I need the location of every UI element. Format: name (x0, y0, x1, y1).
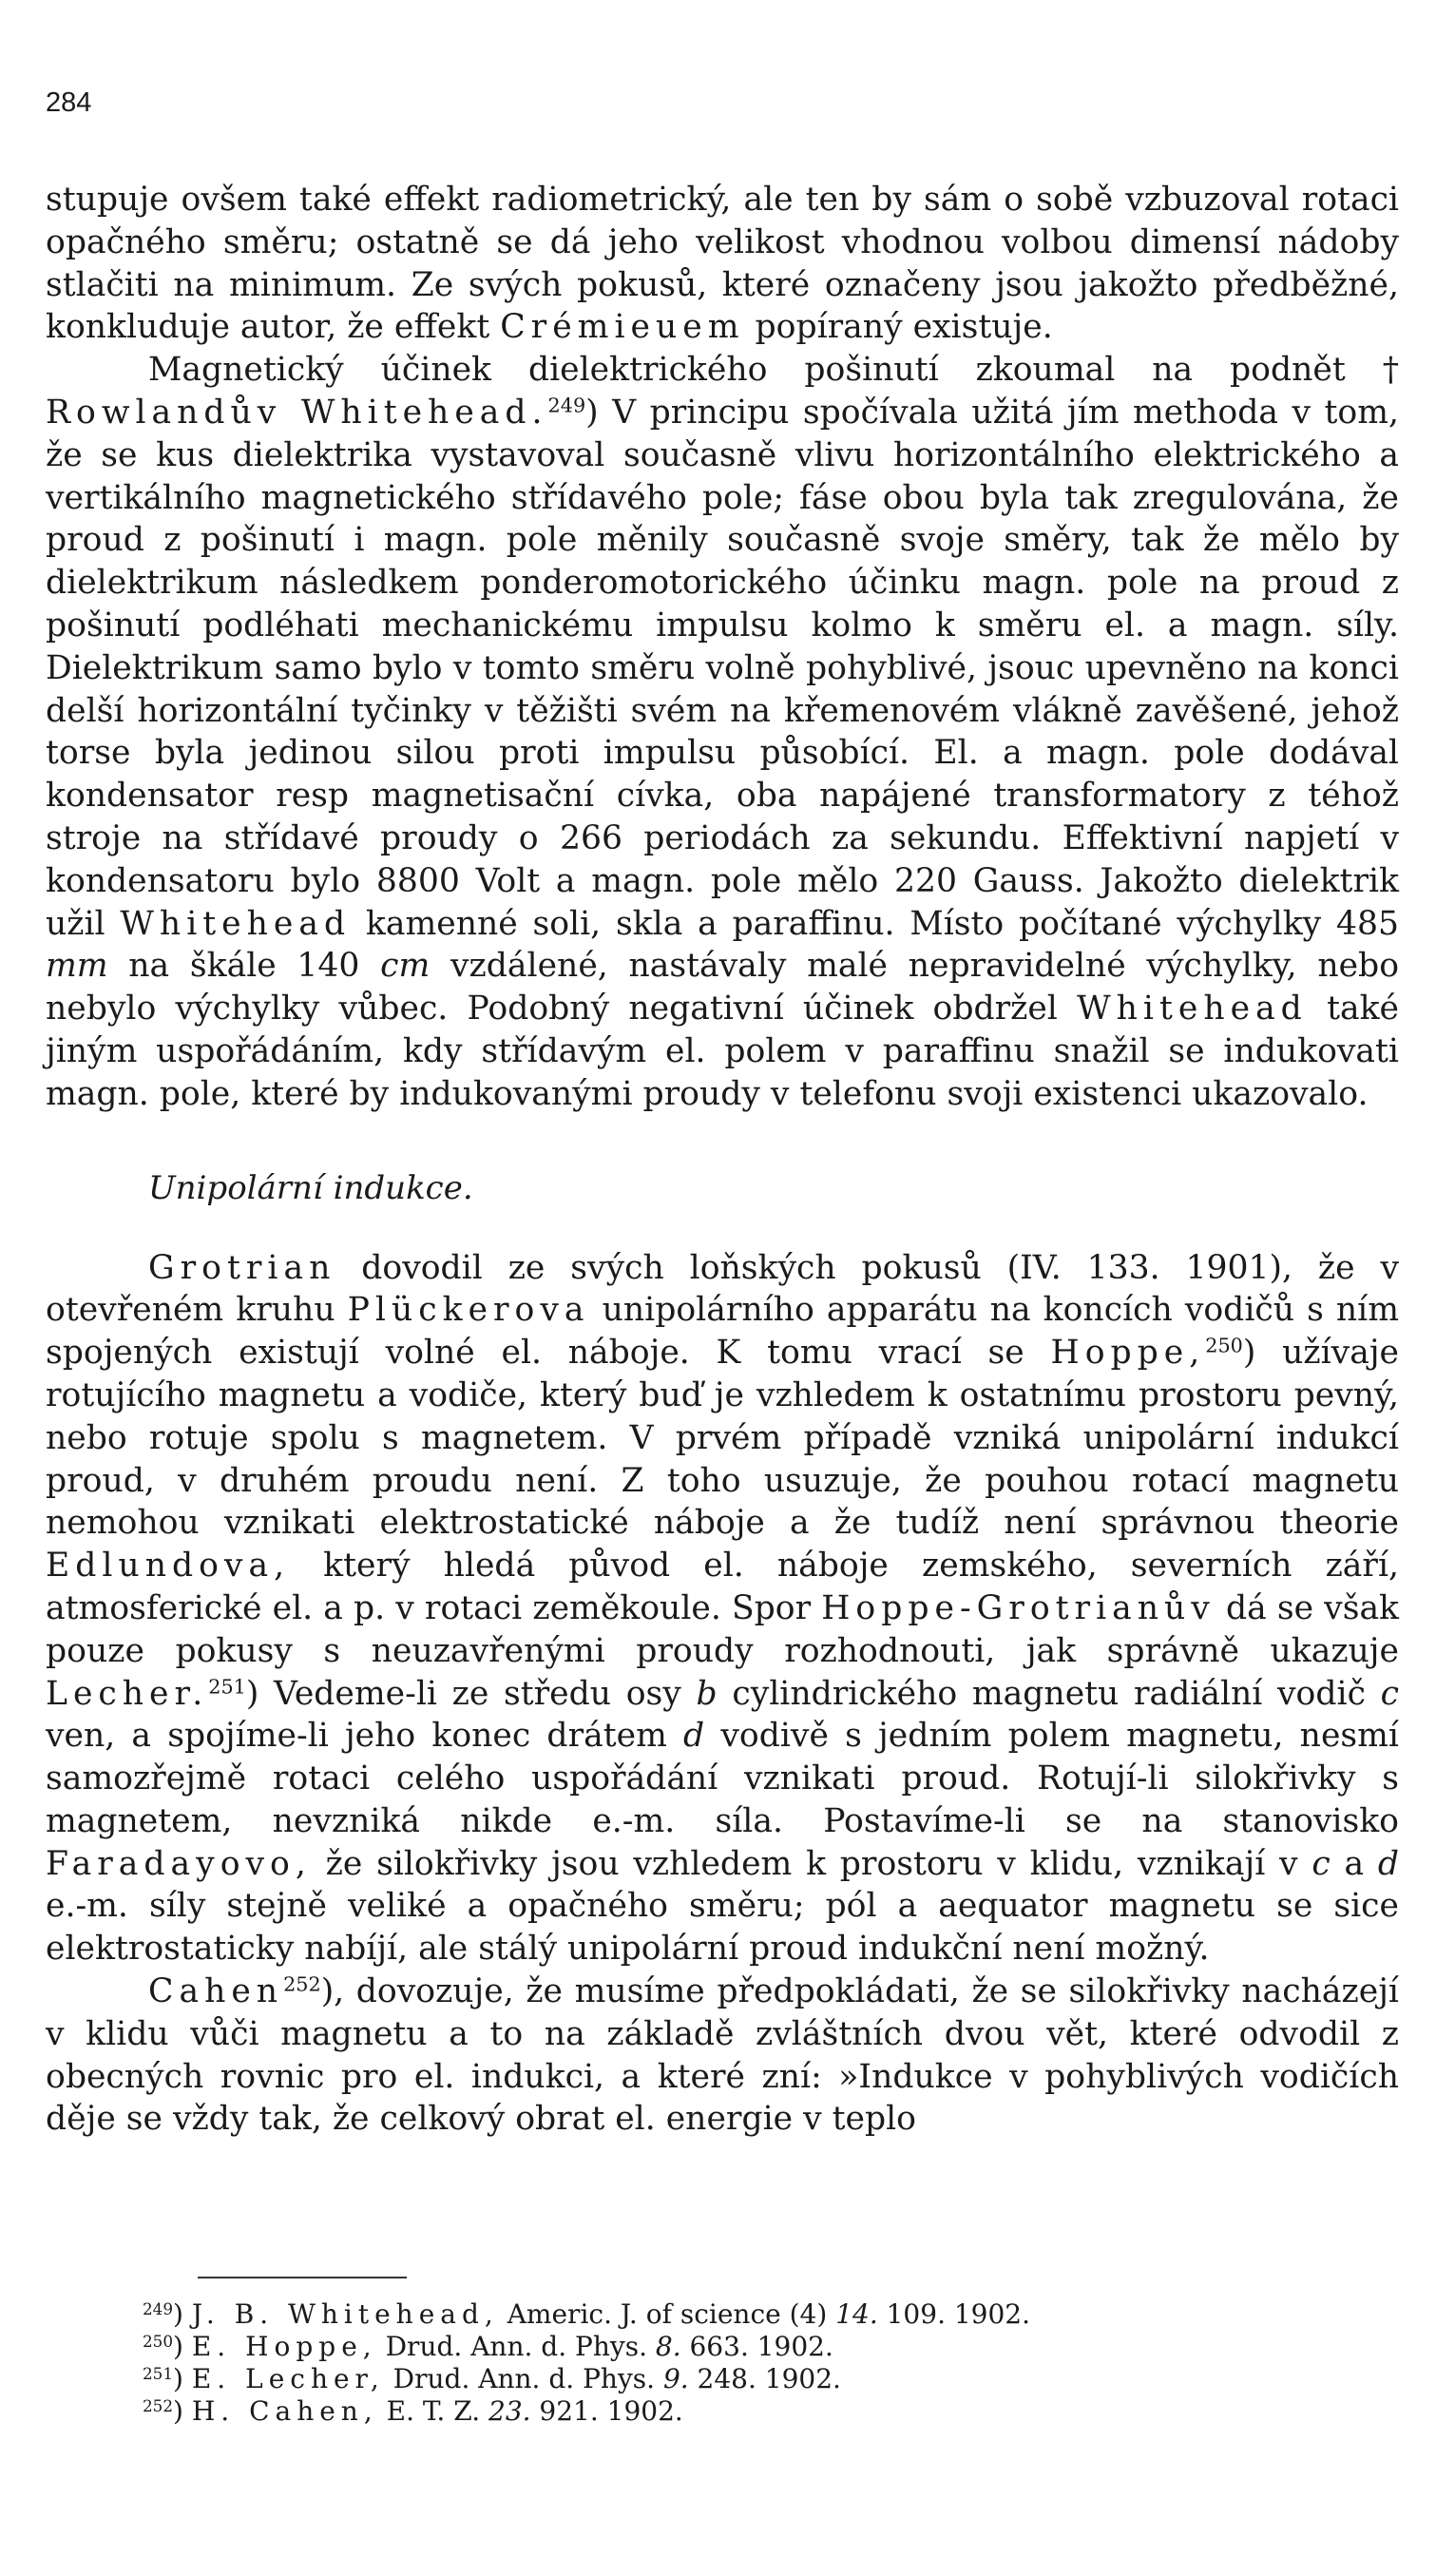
paragraph-2 (46, 349, 1399, 1115)
footnote-ref: 249 (547, 394, 586, 417)
unit: cm (380, 947, 431, 986)
footnote-ref: 250 (1205, 1334, 1243, 1357)
author-name: Crémieuem (500, 308, 745, 347)
footnote-number: 249 (143, 2298, 174, 2318)
footnote: $^{251}$) E. Lecher, Drud. Ann. d. Phys. 9. 248. 1902. (143, 2363, 841, 2394)
footnote-source: Drud. Ann. d. Phys. (384, 2363, 663, 2394)
footnote-rest: 921. 1902. (530, 2395, 683, 2427)
text-run: který hledá původ el. náboje zemského, severních září, atmosferické el. a p. v rotaci zeměkoule. Spor (46, 1547, 1399, 1627)
footnote-author: H. Cahen, (191, 2395, 378, 2427)
variable: c (1311, 1844, 1331, 1883)
author-name: Hoppe-Grotrianův (821, 1588, 1216, 1627)
footnote-rest: 663. 1902. (680, 2331, 833, 2362)
text-run: vzdálené, nastávaly malé nepravidelné výchylky, nebo nebylo výchylky vůbec. Podobný negativní účinek obdržel (46, 947, 1400, 1028)
footnote-volume: 23. (488, 2395, 531, 2427)
text-run: dá se však pouze pokusy s neuzavřenými proudy rozhodnouti, jak správně ukazuje (46, 1588, 1400, 1670)
text-run: vodivě s jedním polem magnetu, nesmí samozřejmě rotaci celého uspořádání vznikati proud. Rotují-li silokřivky s magnetem, nevzniká nikde e.-m. síla. Postavíme-li se na stanovisko (46, 1717, 1399, 1840)
paragraph-1 (46, 179, 1399, 349)
text-run: stupuje ovšem také effekt radiometrický, ale ten by sám o sobě vzbuzoval rotaci opačného směru; ostatně se dá jeho velikost vhodnou volbou dimensí nádoby stlačiti na minimum. Ze svých pokusů, které označeny jsou jakožto předběžné, konkluduje autor, že effekt (46, 181, 1399, 347)
author-name: Faradayovo, (46, 1844, 312, 1883)
page-number: 284 (46, 87, 92, 118)
footnote: $^{249}$) J. B. Whitehead, Americ. J. of science (4) 14. 109. 1902. (143, 2298, 1031, 2330)
footnote-ref: 252 (283, 1972, 321, 1996)
footnote: $^{250}$) E. Hoppe, Drud. Ann. d. Phys. 8. 663. 1902. (143, 2331, 833, 2362)
paragraph-4 (46, 1970, 1399, 2141)
text-run: dovodil ze svých loňských pokusů (IV. 133. 1901), že v otevřeném kruhu (46, 1248, 1399, 1330)
footnote-author: E. Hoppe, (191, 2331, 377, 2362)
footnote-volume: 14. (835, 2298, 878, 2330)
footnote-volume: 9. (662, 2363, 689, 2394)
footnote-source: E. T. Z. (377, 2395, 488, 2427)
unit: mm (46, 947, 108, 986)
text-run: unipolárního apparátu na koncích vodičů s ním spojených existují volné el. náboje. K tomu vrací se (46, 1291, 1400, 1373)
text-run: ) užívaje rotujícího magnetu a vodiče, který buď je vzhledem k ostatnímu prostoru pevný, nebo rotuje spolu s magnetem. V prvém případě vzniká unipolární indukcí proud, v druhém proudu není. Z toho usuzuje, že pouhou rotací magnetu nemohou vznikati elektrostatické náboje a že tudíž není správnou theorie (46, 1334, 1399, 1543)
author-name: Edlundova, (46, 1547, 291, 1586)
text-run: cylindrického magnetu radiální vodič (717, 1674, 1381, 1713)
footnotes (143, 2298, 1188, 2428)
variable: d (683, 1717, 705, 1756)
text-run: popíraný existuje. (744, 308, 1053, 347)
author-name: Hoppe, (1050, 1334, 1206, 1373)
footnote-rest: 248. 1902. (688, 2363, 841, 2394)
text-run: e.-m. síly stejně veliké a opačného směru; pól a aequator magnetu se sice elektrostaticky nabíjí, ale stálý unipolární proud indukční není možný. (46, 1887, 1399, 1969)
text-run: ) V principu spočívala užitá jím methoda v tom, že se kus dielektrika vystavoval současně vlivu horizontálního elektrického a vertikálního magnetického střídavého pole; fáse obou byla tak zregulována, že proud z pošinutí i magn. pole měnily současně svoje směry, tak že mělo by dielektrikum následkem ponderomotorického účinku magn. pole na proud z pošinutí podléhati mechanickému impulsu kolmo k směru el. a magn. síly. Dielektrikum samo bylo v tomto směru volně pohyblivé, jsouc upevněno na konci delší horizontální tyčinky v těžišti svém na křemenovém vlákně zavěšené, jehož torse byla jedinou silou proti impulsu působící. El. a magn. pole dodával kondensator resp magnetisační cívka, oba napájené transformatory z téhož stroje na střídavé proudy o 266 periodách za sekundu. Effektivní napjetí v kondensatoru bylo 8800 Volt a magn. pole mělo 220 Gauss. Jakožto dielektrik užil (46, 393, 1399, 943)
text-run: ven, a spojíme-li jeho konec drátem (46, 1717, 684, 1756)
footnote-number: 251 (143, 2363, 174, 2383)
variable: d (1377, 1844, 1399, 1883)
author-name: Whitehead (120, 904, 352, 943)
text-run: kamenné soli, skla a paraffinu. Místo počítané výchylky 485 (351, 904, 1399, 943)
text-run: a (1330, 1844, 1378, 1883)
author-name: Lecher. (46, 1674, 209, 1713)
author-name: Grotrian (148, 1248, 336, 1287)
footnote: $^{252}$) H. Cahen, E. T. Z. 23. 921. 1902. (143, 2395, 683, 2427)
footnote-author: E. Lecher, (191, 2363, 385, 2394)
body-text (46, 179, 1399, 2141)
footnote-ref: 251 (208, 1675, 246, 1699)
text-run: také jiným uspořádáním, kdy střídavým el. polem v paraffinu snažil se indukovati magn. pole, které by indukovanými proudy v telefonu svoji existenci ukazovalo. (46, 990, 1399, 1113)
footnote-number: 252 (143, 2395, 174, 2415)
footnote-source: Americ. J. of science (4) (498, 2298, 836, 2330)
text-run: Magnetický účinek dielektrického pošinutí zkoumal na podnět † (148, 351, 1399, 390)
footnote-number: 250 (143, 2331, 174, 2351)
footnote-divider (198, 2277, 407, 2278)
paragraph-3 (46, 1247, 1399, 1971)
text-run: ) Vedeme-li ze středu osy (245, 1674, 697, 1713)
text-run: na škále 140 (107, 947, 381, 986)
footnote-volume: 8. (655, 2331, 681, 2362)
variable: b (696, 1674, 718, 1713)
author-name: Rowlandův Whitehead. (46, 393, 548, 432)
footnote-rest: 109. 1902. (877, 2298, 1031, 2330)
footnote-author: J. B. Whitehead, (191, 2298, 499, 2330)
author-name: Whitehead (1077, 990, 1308, 1028)
footnote-source: Drud. Ann. d. Phys. (376, 2331, 656, 2362)
author-name: Plückerova (347, 1291, 590, 1330)
text-run: ), dovozuje, že musíme předpokládati, že se silokřivky nacházejí v klidu vůči magnetu a to na základě zvláštních dvou vět, které odvodil z obecných rovnic pro el. indukci, a které zní: »Indukce v pohyblivých vodičích děje se vždy tak, že celkový obrat el. energie v teplo (46, 1972, 1399, 2139)
variable: c (1380, 1674, 1399, 1713)
section-heading: Unipolární indukce. (148, 1168, 473, 1207)
author-name: Cahen (148, 1972, 284, 2011)
text-run: že silokřivky jsou vzhledem k prostoru v klidu, vznikají v (311, 1844, 1312, 1883)
